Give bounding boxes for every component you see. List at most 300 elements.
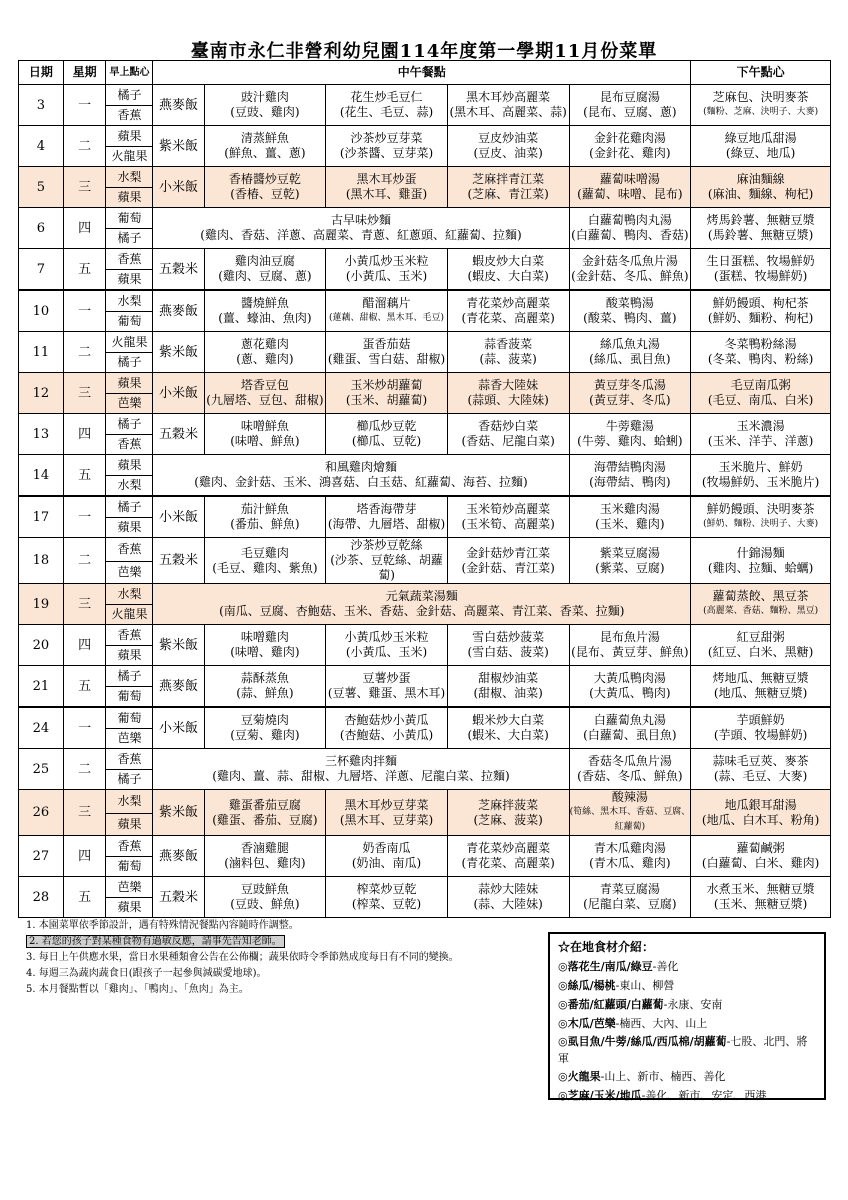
lunch-dish (569, 496, 691, 538)
lunch-dish (569, 290, 691, 332)
dish-name: 酸菜鴨湯 (605, 296, 654, 310)
dish-ingredients: (蓮藕、甜椒、黑木耳、毛豆) (329, 313, 445, 323)
dish-name: 味噌雞肉 (240, 630, 289, 644)
dish-ingredients: (青花菜、高麗菜) (461, 311, 555, 325)
dish-name: 青菜豆腐湯 (599, 882, 660, 896)
dish-name: 紅豆甜粥 (736, 630, 785, 644)
day-weekday: 一 (63, 496, 106, 538)
morning-fruit: 火龍果 (106, 332, 153, 353)
morning-fruit: 香蕉 (106, 749, 153, 770)
day-date: 5 (19, 167, 64, 208)
menu-row (19, 208, 831, 229)
lunch-dish (326, 249, 448, 291)
dish-ingredients: (蒜、鮮魚) (236, 686, 294, 700)
dish-ingredients: (白蘿蔔、鴨肉、香菇) (571, 228, 689, 242)
morning-fruit: 蘋果 (106, 898, 153, 918)
dish-ingredients: (雞肉、拉麵、蛤蠣) (707, 560, 814, 575)
dish-ingredients: (麻油、麵線、枸杞) (707, 187, 814, 201)
dish-ingredients: (杏鮑菇、小黃瓜) (339, 728, 434, 742)
afternoon-snack (691, 584, 831, 625)
day-weekday: 二 (63, 538, 106, 584)
dish-ingredients: (黑木耳、豆芽菜) (339, 812, 434, 827)
lunch-dish (204, 414, 326, 455)
dish-name: 黑木耳炒蛋 (356, 172, 417, 186)
day-date: 12 (19, 373, 64, 414)
lunch-staple: 五穀米 (153, 538, 204, 584)
lunch-dish (204, 332, 326, 373)
morning-fruit: 香蕉 (106, 106, 153, 126)
day-weekday: 五 (63, 877, 106, 918)
dish-ingredients: (麵粉、芝麻、決明子、大麥) (703, 107, 819, 117)
header-afternoon: 下午點心 (691, 61, 831, 85)
lunch-staple: 燕麥飯 (153, 85, 204, 126)
menu-row (19, 584, 831, 605)
notes (26, 918, 546, 998)
dish-ingredients: (蝦皮、大白菜) (467, 269, 549, 283)
lunch-staple: 五穀米 (153, 877, 204, 918)
morning-fruit: 香蕉 (106, 435, 153, 455)
afternoon-snack (691, 836, 831, 877)
lunch-combo (153, 455, 569, 497)
dish-ingredients: (芝麻、青江菜) (467, 187, 549, 201)
afternoon-snack (691, 877, 831, 918)
day-date: 6 (19, 208, 64, 249)
dish-ingredients: (綠豆、地瓜) (725, 146, 796, 160)
dish-name: 麻油麵線 (736, 172, 785, 186)
dish-name: 蒜香菠菜 (484, 337, 533, 351)
dish-name: 蝦米炒大白菜 (472, 713, 545, 727)
dish-ingredients: (雞肉、金針菇、玉米、鴻喜菇、白玉菇、紅蘿蔔、海苔、拉麵) (194, 475, 528, 489)
dish-ingredients: (青花菜、高麗菜) (461, 856, 555, 870)
dish-name: 玉米濃湯 (736, 419, 785, 433)
lunch-dish (447, 877, 569, 918)
dish-ingredients: (甜椒、油菜) (473, 686, 543, 700)
lunch-dish (326, 790, 448, 836)
afternoon-snack (691, 167, 831, 208)
menu-row (19, 836, 831, 857)
lunch-dish (569, 167, 691, 208)
dish-name: 豆菊燒肉 (240, 713, 289, 727)
day-date: 20 (19, 625, 64, 666)
dish-name: 豆薯炒蛋 (362, 671, 411, 685)
dish-ingredients: (薑、蠔油、魚肉) (218, 311, 312, 325)
dish-name: 雞蛋番茄豆腐 (228, 797, 301, 812)
dish-name: 玉米脆片、鮮奶 (718, 460, 803, 474)
dish-name: 芝麻拌青江菜 (472, 172, 545, 186)
local-item: ◎落花生/南瓜/綠豆-善化 (558, 960, 679, 973)
lunch-dish (447, 836, 569, 877)
dish-ingredients: (筍絲、黑木耳、香菇、豆腐、紅蘿蔔) (569, 807, 691, 832)
lunch-dish (204, 167, 326, 208)
dish-name: 白蘿蔔鴨肉丸湯 (587, 213, 672, 227)
dish-ingredients: (芋頭、牧場鮮奶) (713, 728, 808, 742)
morning-fruit: 香蕉 (106, 625, 153, 646)
afternoon-snack (691, 373, 831, 414)
morning-fruit: 葡萄 (106, 687, 153, 708)
morning-fruit: 水梨 (106, 790, 153, 814)
dish-name: 玉米雞肉湯 (599, 502, 660, 516)
day-weekday: 三 (63, 584, 106, 625)
menu-row (19, 790, 831, 814)
dish-ingredients: (小黃瓜、玉米) (345, 269, 428, 283)
day-weekday: 五 (63, 249, 106, 291)
dish-ingredients: (絲瓜、虱目魚) (589, 352, 671, 366)
afternoon-snack (691, 455, 831, 497)
lunch-dish (569, 414, 691, 455)
dish-ingredients: (沙茶、豆乾絲、胡蘿蔔) (330, 553, 443, 582)
dish-ingredients: (雞蛋、番茄、豆腐) (212, 812, 318, 827)
lunch-staple: 紫米飯 (153, 126, 204, 167)
dish-ingredients: (榨菜、豆乾) (351, 897, 422, 911)
afternoon-snack (691, 85, 831, 126)
lunch-dish (326, 332, 448, 373)
dish-name: 香菇冬瓜魚片湯 (587, 754, 672, 768)
menu-row (19, 373, 831, 394)
lunch-dish (447, 790, 569, 836)
dish-name: 烤馬鈴薯、無糖豆漿 (706, 213, 815, 227)
menu-row (19, 414, 831, 435)
lunch-dish (204, 538, 326, 584)
morning-fruit: 蘋果 (106, 188, 153, 208)
local-ingredients-title: ☆在地食材介紹： (558, 940, 655, 954)
dish-name: 白蘿蔔魚丸湯 (593, 713, 666, 727)
dish-name: 元氣蔬菜湯麵 (385, 589, 458, 603)
dish-ingredients: (南瓜、豆腐、杏鮑菇、玉米、香菇、金針菇、高麗菜、青江菜、香菜、拉麵) (219, 604, 625, 618)
dish-ingredients: (海帶、九層塔、甜椒) (327, 517, 446, 531)
dish-name: 黃豆芽冬瓜湯 (593, 378, 666, 392)
day-date: 18 (19, 538, 64, 584)
lunch-dish (326, 290, 448, 332)
dish-ingredients: (冬菜、鴨肉、粉絲) (707, 352, 814, 366)
dish-ingredients: (毛豆、雞肉、紫魚) (212, 560, 318, 575)
lunch-dish (569, 126, 691, 167)
menu-row (19, 666, 831, 687)
header-lunch: 中午餐點 (153, 61, 691, 85)
lunch-dish (326, 707, 448, 749)
day-date: 24 (19, 707, 64, 749)
menu-row (19, 455, 831, 476)
note: 4. 每週三為蔬肉蔬食日(跟孩子一起參與減碳愛地球)。 (26, 968, 267, 979)
dish-name: 醬燒鮮魚 (240, 296, 289, 310)
dish-ingredients: (大黃瓜、鴨肉) (589, 686, 671, 700)
dish-ingredients: (尼龍白菜、豆腐) (583, 897, 677, 911)
dish-name: 鮮奶饅頭、枸杞茶 (712, 296, 809, 310)
lunch-dish (447, 167, 569, 208)
dish-name: 蘿蔔鹹粥 (736, 841, 785, 855)
lunch-dish (326, 126, 448, 167)
menu-row (19, 290, 831, 312)
day-weekday: 四 (63, 836, 106, 877)
dish-name: 小黃瓜炒玉米粒 (344, 254, 429, 268)
day-weekday: 一 (63, 707, 106, 749)
dish-name: 三杯雞肉拌麵 (324, 754, 397, 768)
header-weekday: 星期 (63, 61, 106, 85)
dish-name: 生日蛋糕、牧場鮮奶 (706, 254, 815, 268)
lunch-staple: 五穀米 (153, 249, 204, 291)
menu-row (19, 167, 831, 188)
morning-fruit: 蘋果 (106, 126, 153, 147)
morning-fruit: 火龍果 (106, 147, 153, 167)
dish-name: 塔香海帶芽 (356, 502, 417, 516)
dish-name: 奶香南瓜 (362, 841, 411, 855)
dish-ingredients: (味噌、雞肉) (230, 645, 300, 659)
note: 1. 本園菜單依季節設計，遇有特殊情況餐點內容隨時作調整。 (26, 920, 299, 931)
lunch-dish (569, 85, 691, 126)
dish-ingredients: (小黃瓜、玉米) (345, 645, 428, 659)
lunch-soup (569, 208, 691, 249)
dish-name: 金針菇冬瓜魚片湯 (581, 254, 678, 268)
dish-name: 豉汁雞肉 (240, 90, 289, 104)
dish-ingredients: (奶油、南瓜) (351, 856, 422, 870)
lunch-dish (204, 496, 326, 538)
dish-ingredients: (昆布、豆腐、蔥) (583, 105, 677, 119)
dish-ingredients: (味噌、鮮魚) (230, 434, 300, 448)
lunch-dish (326, 496, 448, 538)
lunch-combo (153, 749, 569, 790)
day-date: 25 (19, 749, 64, 790)
lunch-dish (447, 126, 569, 167)
dish-name: 味噌鮮魚 (240, 419, 289, 433)
afternoon-snack (691, 496, 831, 538)
dish-name: 紫菜豆腐湯 (599, 545, 660, 560)
dish-name: 玉米筍炒高麗菜 (466, 502, 551, 516)
dish-name: 地瓜銀耳甜湯 (724, 797, 797, 812)
lunch-dish (204, 373, 326, 414)
day-weekday: 三 (63, 167, 106, 208)
dish-ingredients: (玉米、雞肉) (595, 517, 665, 531)
dish-name: 青花菜炒高麗菜 (466, 841, 551, 855)
morning-fruit: 蘋果 (106, 373, 153, 394)
dish-ingredients: (金針菇、冬瓜、鮮魚) (571, 269, 689, 283)
dish-ingredients: (豆豉、雞肉) (230, 105, 300, 119)
lunch-dish (326, 373, 448, 414)
lunch-dish (447, 85, 569, 126)
dish-ingredients: (牛蒡、雞肉、蛤蜊) (577, 434, 683, 448)
lunch-staple: 燕麥飯 (153, 290, 204, 332)
page-title: 臺南市永仁非營利幼兒園114年度第一學期11月份菜單 (190, 41, 658, 62)
afternoon-snack (691, 666, 831, 708)
lunch-dish (326, 836, 448, 877)
dish-ingredients: (雞肉、豆腐、蔥) (218, 269, 312, 283)
dish-name: 毛豆雞肉 (240, 545, 289, 560)
morning-fruit: 水梨 (106, 167, 153, 188)
dish-ingredients: (鮮魚、薑、蔥) (224, 146, 306, 160)
menu-row (19, 249, 831, 270)
lunch-dish (447, 373, 569, 414)
dish-ingredients: (黑木耳、高麗菜、蒜) (449, 105, 567, 119)
morning-fruit: 芭樂 (106, 729, 153, 749)
afternoon-snack (691, 749, 831, 790)
dish-ingredients: (紫菜、豆腐) (595, 560, 665, 575)
lunch-dish (569, 373, 691, 414)
morning-fruit: 葡萄 (106, 208, 153, 229)
morning-fruit: 芭樂 (106, 394, 153, 414)
lunch-combo (153, 584, 691, 625)
lunch-staple: 燕麥飯 (153, 836, 204, 877)
dish-name: 鮮奶饅頭、決明麥茶 (706, 502, 815, 516)
menu-row (19, 538, 831, 562)
dish-name: 蝦皮炒大白菜 (472, 254, 545, 268)
dish-ingredients: (金針菇、青江菜) (461, 560, 555, 575)
dish-name: 香菇炒白菜 (478, 419, 539, 433)
dish-name: 芝麻包、決明麥茶 (712, 90, 809, 104)
dish-name: 小黃瓜炒玉米粒 (344, 630, 429, 644)
dish-ingredients: (紅豆、白米、黑糖) (707, 645, 814, 659)
dish-name: 青花菜炒高麗菜 (466, 296, 551, 310)
lunch-dish (326, 666, 448, 708)
lunch-dish (569, 790, 691, 836)
dish-name: 芝麻拌菠菜 (478, 797, 539, 812)
local-item: ◎虱目魚/牛蒡/絲瓜/西瓜棉/胡蘿蔔-七股、北門、將軍 (558, 1035, 808, 1065)
lunch-staple: 小米飯 (153, 373, 204, 414)
dish-ingredients: (香椿、豆乾) (230, 187, 300, 201)
morning-fruit: 火龍果 (106, 605, 153, 625)
lunch-dish (447, 414, 569, 455)
dish-ingredients: (蒜頭、大陸妹) (467, 393, 549, 407)
afternoon-snack (691, 126, 831, 167)
local-item: ◎絲瓜/楊桃-東山、柳營 (558, 979, 675, 992)
morning-fruit: 葡萄 (106, 707, 153, 729)
day-date: 26 (19, 790, 64, 836)
dish-name: 昆布魚片湯 (599, 630, 660, 644)
morning-fruit: 香蕉 (106, 538, 153, 562)
day-weekday: 四 (63, 414, 106, 455)
dish-name: 什錦湯麵 (736, 545, 785, 560)
dish-name: 和風雞肉燴麵 (324, 460, 397, 474)
day-date: 27 (19, 836, 64, 877)
lunch-staple: 小米飯 (153, 167, 204, 208)
lunch-dish (204, 290, 326, 332)
dish-name: 蛋香茄菇 (362, 337, 411, 351)
dish-ingredients: (青木瓜、雞肉) (589, 856, 671, 870)
dish-ingredients: (玉米筍、高麗菜) (461, 517, 555, 531)
day-weekday: 一 (63, 85, 106, 126)
dish-name: 香椿醬炒豆乾 (228, 172, 301, 186)
lunch-dish (569, 625, 691, 666)
dish-ingredients: (蒜、毛豆、大麥) (713, 769, 808, 783)
lunch-dish (326, 85, 448, 126)
dish-ingredients: (香菇、冬瓜、鮮魚) (577, 769, 683, 783)
morning-fruit: 葡萄 (106, 312, 153, 332)
afternoon-snack (691, 414, 831, 455)
dish-name: 蒜味毛豆莢、麥茶 (712, 754, 809, 768)
dish-name: 沙茶炒豆乾絲 (350, 538, 423, 552)
morning-fruit: 葡萄 (106, 857, 153, 877)
lunch-dish (204, 249, 326, 291)
lunch-dish (326, 877, 448, 918)
header-date: 日期 (19, 61, 64, 85)
dish-ingredients: (牧場鮮奶、玉米脆片) (701, 475, 820, 489)
lunch-staple: 小米飯 (153, 496, 204, 538)
dish-name: 黑木耳炒豆芽菜 (344, 797, 429, 812)
dish-name: 甜椒炒油菜 (478, 671, 539, 685)
dish-ingredients: (雪白菇、菠菜) (467, 645, 549, 659)
day-date: 14 (19, 455, 64, 497)
lunch-staple: 紫米飯 (153, 625, 204, 666)
day-date: 11 (19, 332, 64, 373)
lunch-dish (569, 707, 691, 749)
dish-ingredients: (豆菊、雞肉) (230, 728, 300, 742)
dish-ingredients: (玉米、洋芋、洋蔥) (707, 434, 814, 448)
day-date: 4 (19, 126, 64, 167)
dish-ingredients: (蒜、菠菜) (479, 352, 537, 366)
menu-row (19, 332, 831, 353)
dish-name: 蘿蔔蒸餃、黑豆茶 (712, 589, 809, 603)
lunch-dish (204, 790, 326, 836)
day-weekday: 三 (63, 790, 106, 836)
lunch-dish (447, 707, 569, 749)
lunch-dish (447, 332, 569, 373)
dish-name: 水煮玉米、無糖豆漿 (706, 882, 815, 896)
lunch-dish (569, 332, 691, 373)
lunch-dish (204, 877, 326, 918)
lunch-dish (204, 625, 326, 666)
dish-ingredients: (花生、毛豆、蒜) (339, 105, 434, 119)
dish-name: 古早味炒麵 (330, 213, 391, 227)
morning-fruit: 蘋果 (106, 646, 153, 666)
dish-ingredients: (雞肉、薑、蒜、甜椒、九層塔、洋蔥、尼龍白菜、拉麵) (212, 769, 510, 783)
day-weekday: 二 (63, 332, 106, 373)
dish-ingredients: (地瓜、白木耳、粉角) (701, 812, 820, 827)
dish-ingredients: (鮮奶、麵粉、決明子、大麥) (703, 519, 819, 529)
lunch-dish (447, 249, 569, 291)
dish-ingredients: (番茄、鮮魚) (230, 517, 300, 531)
lunch-dish (569, 249, 691, 291)
day-date: 28 (19, 877, 64, 918)
dish-ingredients: (海帶結、鴨肉) (589, 475, 671, 489)
day-weekday: 五 (63, 666, 106, 708)
dish-name: 玉米炒胡蘿蔔 (350, 378, 423, 392)
day-date: 17 (19, 496, 64, 538)
lunch-dish (204, 126, 326, 167)
afternoon-snack (691, 332, 831, 373)
lunch-dish (447, 496, 569, 538)
lunch-dish (447, 290, 569, 332)
lunch-dish (204, 666, 326, 708)
lunch-dish (204, 707, 326, 749)
dish-name: 金針菇炒青江菜 (466, 545, 551, 560)
afternoon-snack (691, 208, 831, 249)
dish-ingredients: (芝麻、菠菜) (473, 812, 543, 827)
note: 3. 每日上午供應水果，當日水果種類會公告在公佈欄；蔬果依時令季節熟成度每日有不同的變換。 (26, 952, 459, 963)
dish-name: 金針花雞肉湯 (593, 131, 666, 145)
dish-ingredients: (高麗菜、香菇、麵粉、黑豆) (703, 606, 819, 616)
dish-name: 昆布豆腐湯 (599, 90, 660, 104)
dish-name: 毛豆南瓜粥 (730, 378, 791, 392)
lunch-staple: 紫米飯 (153, 790, 204, 836)
day-date: 21 (19, 666, 64, 708)
day-date: 7 (19, 249, 64, 291)
dish-name: 綠豆地瓜甜湯 (724, 131, 797, 145)
local-item: ◎火龍果-山上、新市、楠西、善化 (558, 1070, 726, 1083)
local-item: ◎木瓜/芭樂-楠西、大內、山上 (558, 1017, 708, 1030)
menu-row (19, 877, 831, 898)
afternoon-snack (691, 290, 831, 332)
lunch-staple: 紫米飯 (153, 332, 204, 373)
morning-fruit: 水梨 (106, 584, 153, 605)
dish-ingredients: (蝦米、大白菜) (467, 728, 549, 742)
lunch-dish (326, 625, 448, 666)
morning-fruit: 水梨 (106, 476, 153, 497)
afternoon-snack (691, 538, 831, 584)
dish-name: 蒜酥蒸魚 (240, 671, 289, 685)
morning-fruit: 水梨 (106, 290, 153, 312)
lunch-staple: 五穀米 (153, 414, 204, 455)
menu-row (19, 496, 831, 518)
lunch-dish (569, 877, 691, 918)
dish-name: 青木瓜雞肉湯 (593, 841, 666, 855)
dish-name: 豆豉鮮魚 (240, 882, 289, 896)
